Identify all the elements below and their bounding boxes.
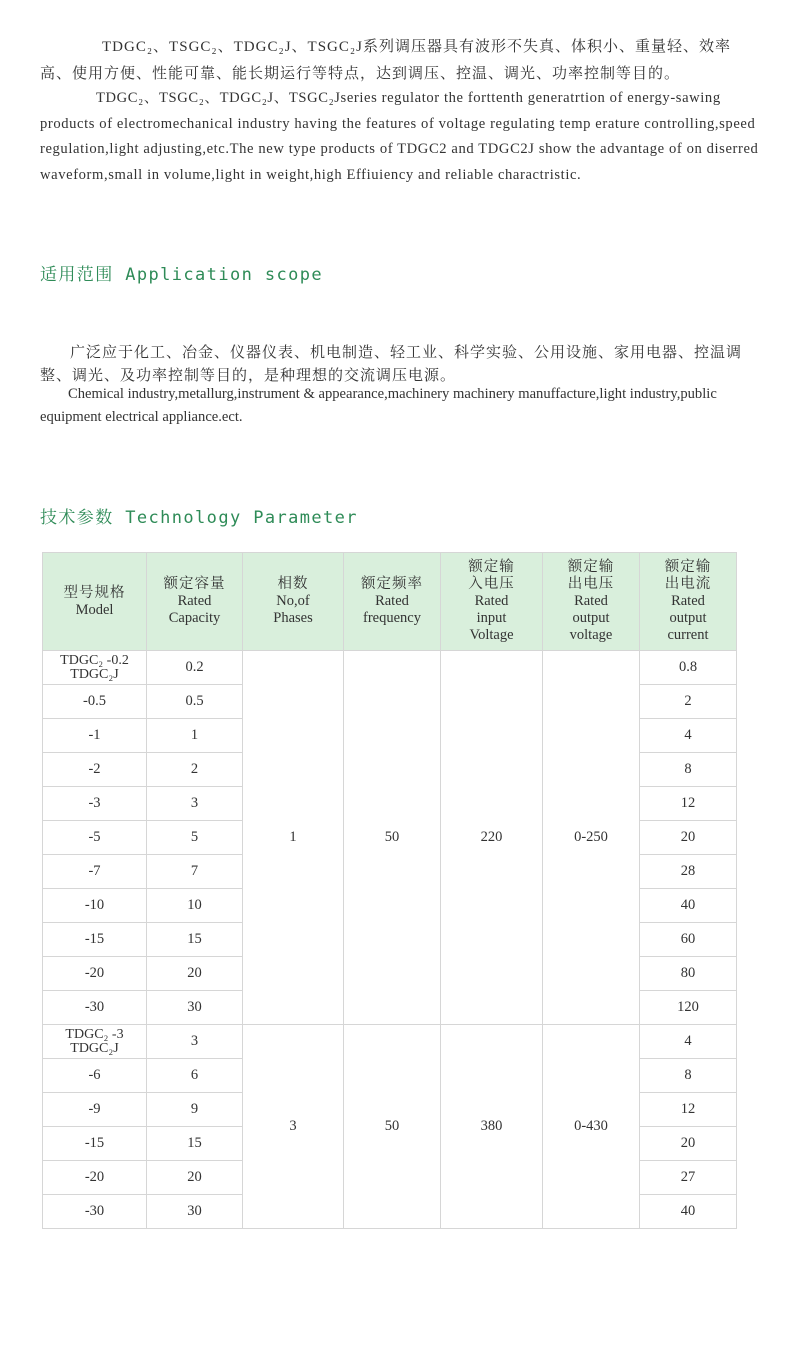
application-scope-title: 适用范围 Application scope — [40, 265, 324, 285]
input-voltage-cell: 380 — [441, 1025, 543, 1229]
model-cell: -15 — [43, 1127, 147, 1161]
table-row — [43, 1025, 737, 1059]
parameter-table — [42, 552, 737, 1229]
current-cell: 40 — [640, 1195, 737, 1229]
intro-english-paragraph: TDGC₂、TSGC₂、TDGC₂J、TSGC₂Jseries regulator the forttenth generatrtion of energy-sawing products of electromechanical industry having the features of voltage regulating temp erature controlling,speed regulation,light adjusting,etc.The new type products of TDGC2 and TDGC2J show the advantage of on diserred waveform,small in volume,light in weight,high Effiuiency and reliable charactristic. — [40, 90, 759, 183]
model-cell: -30 — [43, 991, 147, 1025]
capacity-cell: 0.5 — [147, 685, 243, 719]
model-cell: TDGC₂ -0.2 TDGC₂J — [43, 651, 147, 685]
table-row — [43, 651, 737, 685]
current-cell: 12 — [640, 1093, 737, 1127]
current-cell: 8 — [640, 753, 737, 787]
capacity-cell: 3 — [147, 787, 243, 821]
model-cell: -1 — [43, 719, 147, 753]
current-cell: 20 — [640, 1127, 737, 1161]
model-cell: -30 — [43, 1195, 147, 1229]
scope-chinese-paragraph: 广泛应于化工、冶金、仪器仪表、机电制造、轻工业、科学实验、公用设施、家用电器、控温调整、调光、及功率控制等目的，是种理想的交流调压电源。 — [40, 345, 743, 384]
capacity-cell: 2 — [147, 753, 243, 787]
capacity-cell: 30 — [147, 991, 243, 1025]
capacity-cell: 15 — [147, 1127, 243, 1161]
capacity-cell: 7 — [147, 855, 243, 889]
header-phases: 相数 No,of Phases — [243, 553, 344, 651]
header-output-current: 额定输 出电流 Rated output current — [640, 553, 737, 651]
header-model: 型号规格 Model — [43, 553, 147, 651]
capacity-cell: 0.2 — [147, 651, 243, 685]
current-cell: 4 — [640, 719, 737, 753]
model-cell: -20 — [43, 957, 147, 991]
current-cell: 4 — [640, 1025, 737, 1059]
output-voltage-cell: 0-430 — [543, 1025, 640, 1229]
capacity-cell: 15 — [147, 923, 243, 957]
header-capacity: 额定容量 Rated Capacity — [147, 553, 243, 651]
header-output-voltage: 额定输 出电压 Rated output voltage — [543, 553, 640, 651]
frequency-cell: 50 — [344, 651, 441, 1025]
model-cell: -6 — [43, 1059, 147, 1093]
model-cell: -5 — [43, 821, 147, 855]
current-cell: 40 — [640, 889, 737, 923]
capacity-cell: 3 — [147, 1025, 243, 1059]
model-cell: -15 — [43, 923, 147, 957]
current-cell: 60 — [640, 923, 737, 957]
capacity-cell: 6 — [147, 1059, 243, 1093]
model-cell: -2 — [43, 753, 147, 787]
scope-english-paragraph: Chemical industry,metallurg,instrument & appearance,machinery machinery manuffacture,light industry,public equipment electrical appliance.ect. — [40, 386, 717, 425]
model-cell: -0.5 — [43, 685, 147, 719]
current-cell: 120 — [640, 991, 737, 1025]
capacity-cell: 9 — [147, 1093, 243, 1127]
capacity-cell: 30 — [147, 1195, 243, 1229]
capacity-cell: 1 — [147, 719, 243, 753]
model-cell: -3 — [43, 787, 147, 821]
header-input-voltage: 额定输 入电压 Rated input Voltage — [441, 553, 543, 651]
current-cell: 0.8 — [640, 651, 737, 685]
model-cell: -7 — [43, 855, 147, 889]
capacity-cell: 5 — [147, 821, 243, 855]
intro-chinese-paragraph: TDGC₂、TSGC₂、TDGC₂J、TSGC₂J系列调压器具有波形不失真、体积小、重量轻、效率高、使用方便、性能可靠、能长期运行等特点，达到调压、控温、调光、功率控制等目的。 — [40, 39, 731, 82]
capacity-cell: 10 — [147, 889, 243, 923]
input-voltage-cell: 220 — [441, 651, 543, 1025]
current-cell: 27 — [640, 1161, 737, 1195]
technology-parameter-title: 技术参数 Technology Parameter — [40, 508, 358, 528]
phases-cell: 3 — [243, 1025, 344, 1229]
model-cell: -9 — [43, 1093, 147, 1127]
model-cell: TDGC₂ -3 TDGC₂J — [43, 1025, 147, 1059]
model-cell: -20 — [43, 1161, 147, 1195]
phases-cell: 1 — [243, 651, 344, 1025]
capacity-cell: 20 — [147, 957, 243, 991]
current-cell: 2 — [640, 685, 737, 719]
frequency-cell: 50 — [344, 1025, 441, 1229]
current-cell: 28 — [640, 855, 737, 889]
current-cell: 80 — [640, 957, 737, 991]
current-cell: 8 — [640, 1059, 737, 1093]
capacity-cell: 20 — [147, 1161, 243, 1195]
table-header-row — [43, 553, 737, 651]
output-voltage-cell: 0-250 — [543, 651, 640, 1025]
current-cell: 20 — [640, 821, 737, 855]
model-cell: -10 — [43, 889, 147, 923]
current-cell: 12 — [640, 787, 737, 821]
header-frequency: 额定频率 Rated frequency — [344, 553, 441, 651]
